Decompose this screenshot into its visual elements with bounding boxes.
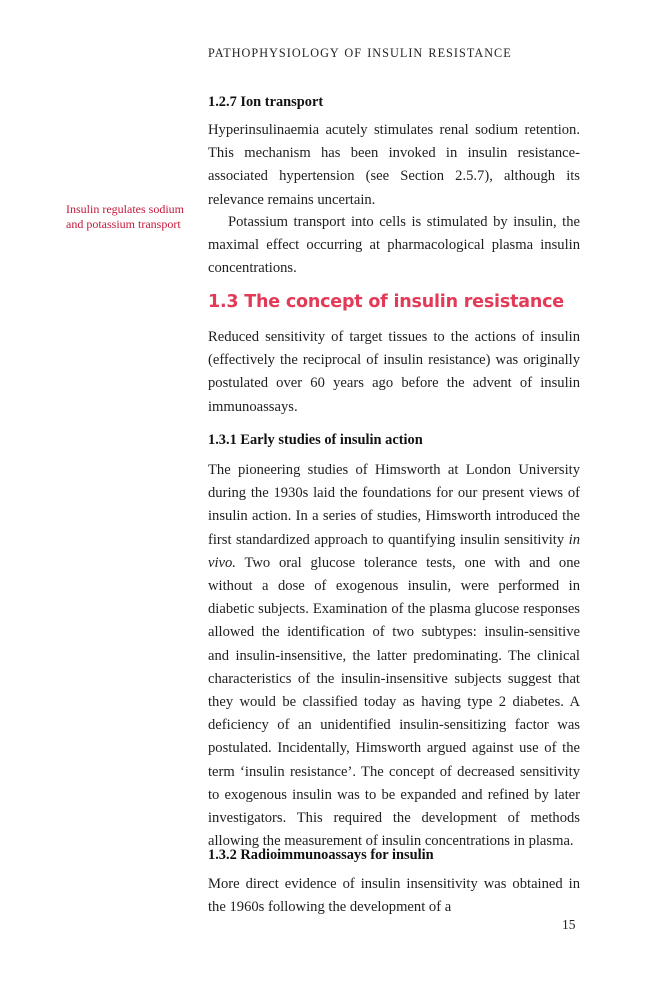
- paragraph-potassium-transport: [208, 211, 580, 281]
- paragraph-radioimmunoassay-evidence: More direct evidence of insulin insensitivity was obtained in the 1960s following the development of a: [208, 876, 580, 916]
- subsection-heading-radioimmunoassays: 1.3.2 Radioimmunoassays for insulin: [208, 847, 434, 863]
- paragraph-sodium-retention: Hyperinsulinaemia acutely stimulates renal sodium retention. This mechanism has been invoked in insulin resistance-associated hypertension (see Section 2.5.7), although its relevance remains uncertain.: [208, 122, 580, 208]
- running-head: PATHOPHYSIOLOGY OF INSULIN RESISTANCE: [208, 46, 512, 60]
- in-vivo-italic: in vivo.: [208, 531, 580, 571]
- section-heading-concept-insulin-resistance: 1.3 The concept of insulin resistance: [208, 292, 564, 312]
- paragraph-himsworth-studies: [208, 459, 580, 853]
- paragraph-reduced-sensitivity: Reduced sensitivity of target tissues to the actions of insulin (effectively the reciprocal of insulin resistance) was originally postulated over 60 years ago before the advent of insulin immunoassays.: [208, 329, 580, 415]
- page-number: 15: [562, 917, 576, 932]
- margin-note: Insulin regulates sodium and potassium transport: [66, 202, 184, 231]
- himsworth-text-part-1: The pioneering studies of Himsworth at London University during the 1930s laid the foundations for our present views of insulin action. In a series of studies, Himsworth introduced the first standardized approach to quantifying insulin sensitivity: [208, 462, 580, 548]
- subsection-heading-ion-transport: 1.2.7 Ion transport: [208, 94, 324, 110]
- subsection-heading-early-studies: 1.3.1 Early studies of insulin action: [208, 432, 423, 448]
- himsworth-text-part-2: Two oral glucose tolerance tests, one with and one without a dose of exogenous insulin, were performed in diabetic subjects. Examination of the plasma glucose responses allowed the identification of two subtypes: insulin-sensitive and insulin-insensitive, the latter predominating. The clinical characteristics of the insulin-insensitive subjects suggest that they would be classified today as having type 2 diabetes. A deficiency of an unidentified insulin-sensitizing factor was postulated. Incidentally, Himsworth argued against use of the term ‘insulin resistance’. The concept of decreased sensitivity to exogenous insulin was to be expanded and refined by later investigators. This required the development of methods allowing the measurement of insulin concentrations in plasma.: [208, 554, 580, 850]
- paragraph-potassium-transport-text: Potassium transport into cells is stimulated by insulin, the maximal effect occurring at pharmacological plasma insulin concentrations.: [208, 214, 580, 277]
